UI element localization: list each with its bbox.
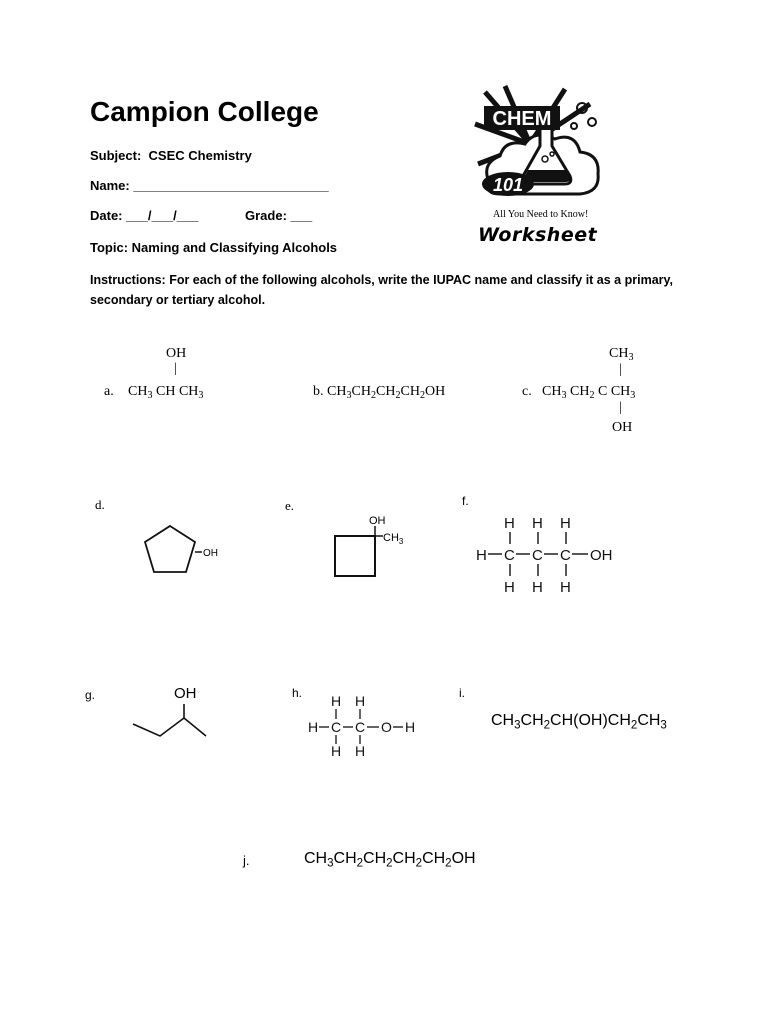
svg-text:H: H [331, 693, 342, 709]
instructions-label: Instructions: [90, 273, 166, 287]
question-h-label: h. [292, 686, 303, 700]
date-line [90, 208, 198, 223]
topic-value: Naming and Classifying Alcohols [131, 240, 338, 255]
svg-text:C: C [560, 547, 571, 564]
question-d-label: d. [95, 497, 105, 512]
svg-text:H: H [308, 719, 319, 735]
question-a-formula: $CH_3$ CH $CH_3$ [128, 384, 204, 402]
methylcyclobutanol-structure [325, 510, 425, 585]
svg-text:H: H [560, 515, 571, 532]
page-title: Campion College [90, 96, 319, 127]
svg-text:H: H [504, 515, 515, 532]
question-e-oh: OH [369, 515, 386, 527]
question-i-label: i. [459, 686, 465, 700]
svg-text:C: C [504, 547, 515, 564]
question-b-formula: $CH_3CH_2CH_2CH_2OH$ [327, 384, 446, 402]
subject-value: CSEC Chemistry [148, 148, 252, 163]
date-blank[interactable]: ___/___/___ [126, 208, 199, 223]
question-i-formula: $CH_3CH_2CH(OH)CH_2CH_3$ [491, 712, 667, 732]
question-f-oh: OH [590, 547, 613, 564]
question-g-label: g. [85, 688, 96, 702]
instructions-line-2: secondary or tertiary alcohol. [90, 293, 266, 307]
question-c-bond2: | [619, 400, 622, 415]
svg-text:H: H [504, 579, 515, 596]
subject-line [90, 148, 252, 163]
question-g [128, 680, 218, 740]
question-a-oh: OH [166, 346, 187, 361]
question-j-formula: $CH_3CH_2CH_2CH_2CH_2OH$ [304, 850, 476, 870]
question-c-formula: $CH_3$ $CH_2$ C $CH_3$ [542, 384, 636, 402]
svg-text:H: H [532, 515, 543, 532]
question-d [140, 520, 230, 590]
topic-line [90, 240, 337, 255]
svg-text:H: H [532, 579, 543, 596]
name-line [90, 178, 329, 193]
logo-tagline: All You Need to Know! [493, 209, 589, 220]
propanol-structure [472, 512, 632, 597]
question-a-label: a. [104, 384, 114, 399]
logo-101-text: 101 [492, 175, 524, 195]
question-c-bond: | [619, 362, 622, 377]
question-b [313, 384, 445, 400]
question-b-label: b. [313, 384, 324, 399]
question-f [472, 512, 632, 597]
worksheet-title: Worksheet [478, 224, 598, 246]
question-d-oh: OH [203, 548, 218, 559]
logo-chem-text: CHEM [492, 108, 552, 130]
name-label: Name: [90, 178, 130, 193]
svg-text:H: H [476, 547, 487, 564]
grade-label: Grade: [245, 208, 287, 223]
svg-text:O: O [381, 719, 392, 735]
butanol-skeletal-structure [128, 680, 218, 740]
subject-label: Subject: [90, 148, 142, 163]
svg-text:C: C [532, 547, 543, 564]
question-a-bond: | [174, 361, 177, 376]
question-c-ch3: $CH_3$ [609, 346, 634, 364]
svg-text:H: H [331, 743, 342, 759]
question-h [305, 690, 430, 760]
grade-blank[interactable]: ___ [290, 208, 313, 223]
instructions-line-1: Instructions: For each of the following alcohols, write the IUPAC name and classify it as a primary, [90, 273, 674, 287]
question-j-label: j. [243, 853, 250, 868]
question-c [522, 344, 672, 439]
svg-text:H: H [405, 719, 416, 735]
question-f-label: f. [462, 494, 469, 508]
svg-text:H: H [560, 579, 571, 596]
question-e-ch3: $CH_3$ [383, 532, 404, 546]
question-c-oh: OH [612, 420, 633, 435]
svg-text:H: H [355, 693, 366, 709]
chem101-logo [470, 84, 620, 214]
svg-text:C: C [355, 719, 366, 735]
cyclopentanol-structure [140, 520, 230, 590]
topic-label: Topic: [90, 240, 129, 255]
question-e [325, 510, 425, 585]
question-c-label: c. [522, 384, 532, 399]
question-g-oh: OH [174, 685, 197, 702]
name-blank[interactable]: ___________________________ [133, 178, 329, 193]
question-e-label: e. [285, 498, 295, 513]
ethanol-structure [305, 690, 430, 760]
svg-text:C: C [331, 719, 342, 735]
question-a [104, 344, 234, 404]
logo-graphic [470, 84, 620, 214]
instructions [90, 270, 673, 310]
date-label: Date: [90, 208, 123, 223]
svg-text:H: H [355, 743, 366, 759]
grade-line [245, 208, 312, 223]
